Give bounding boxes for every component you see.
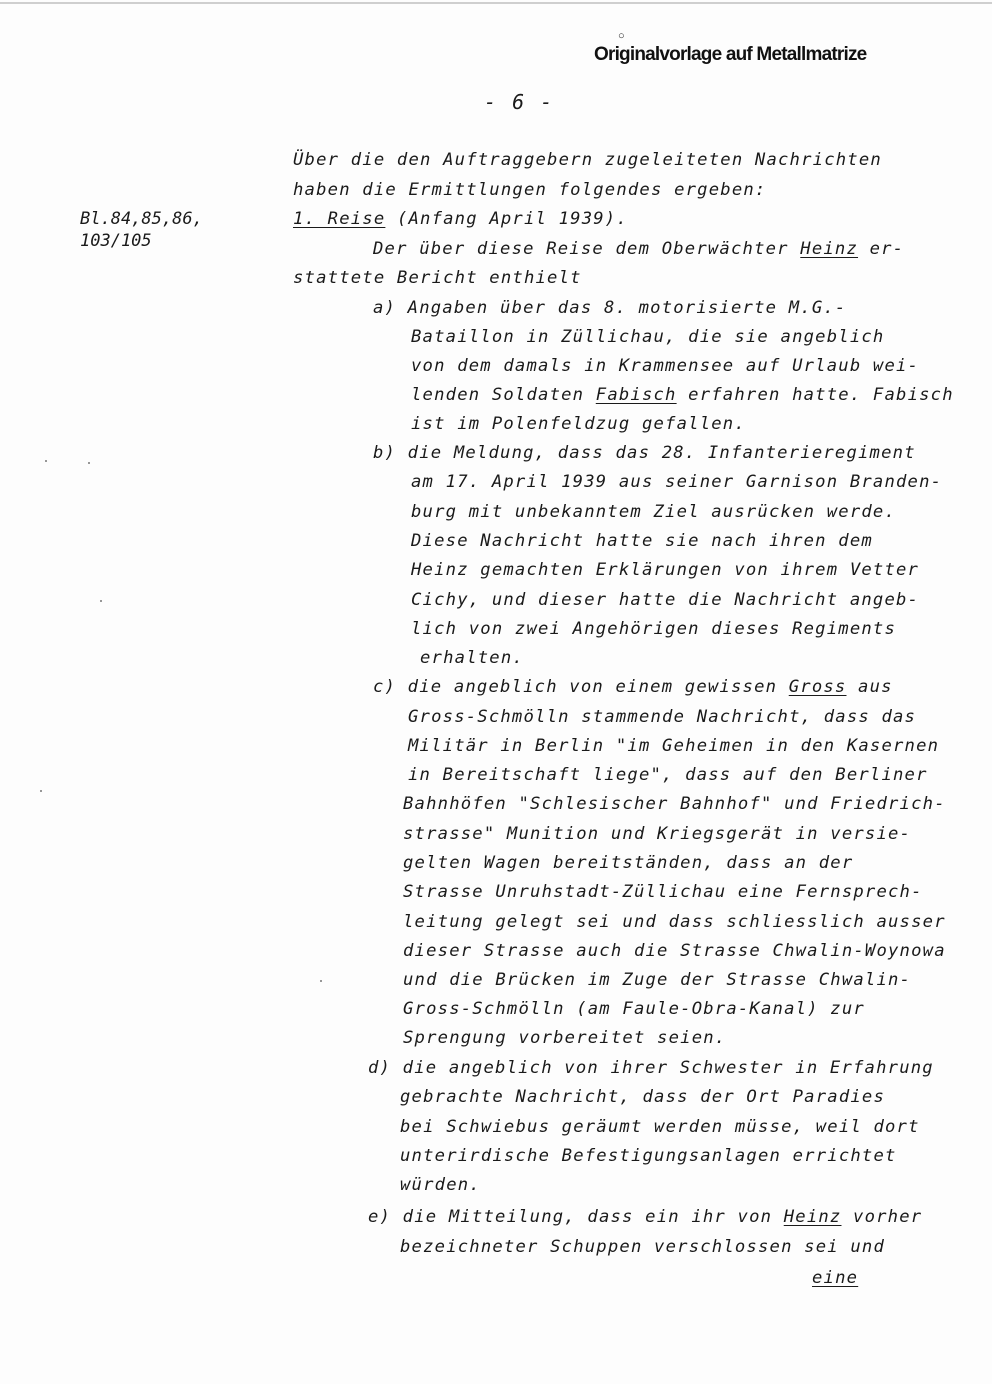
underlined-name: Heinz [800,239,859,259]
item-a-line: von dem damals in Krammensee auf Urlaub wei- [411,356,920,376]
item-c-line [373,677,893,697]
paper-speck [100,600,102,602]
section-heading-date: (Anfang April 1939). [385,209,628,229]
body-text: erfahren hatte. Fabisch [676,385,954,405]
body-text: e) die Mitteilung, dass ein ihr von [368,1207,784,1227]
item-b-line: erhalten. [420,648,524,668]
item-b-line: burg mit unbekanntem Ziel ausrücken werde. [411,502,897,522]
underlined-name: Heinz [783,1207,842,1227]
item-c-line: Strasse Unruhstadt-Züllichau eine Fernsprech- [403,882,923,902]
item-d-line: würden. [400,1175,481,1195]
page-number: - 6 - [484,90,555,114]
paper-speck [40,790,42,792]
section-heading-line [293,209,628,229]
item-b-line: lich von zwei Angehörigen dieses Regiments [411,619,897,639]
item-c-line: strasse" Munition und Kriegsgerät in versie- [403,824,912,844]
body-text: lenden Soldaten [411,385,596,405]
item-b-line: Heinz gemachten Erklärungen von ihrem Vetter [411,560,920,580]
paper-speck [320,980,322,982]
item-d-line: bei Schwiebus geräumt werden müsse, weil dort [400,1117,920,1137]
section-heading: 1. Reise [293,209,386,229]
item-b-line: b) die Meldung, dass das 28. Infanterieregiment [373,443,916,463]
item-c-line: Bahnhöfen "Schlesischer Bahnhof" und Friedrich- [403,794,946,814]
body-text: c) die angeblich von einem gewissen [373,677,789,697]
body-line: stattete Bericht enthielt [293,268,582,288]
item-a-line [411,385,954,405]
margin-reference-note: Bl.84,85,86, 103/105 [80,209,203,251]
item-c-line: Gross-Schmölln (am Faule-Obra-Kanal) zur [403,999,865,1019]
item-b-line: am 17. April 1939 aus seiner Garnison Branden- [411,472,943,492]
item-c-line: Sprengung vorbereitet seien. [403,1028,727,1048]
body-text: Der über diese Reise dem Oberwächter [373,239,801,259]
item-e-line: bezeichneter Schuppen verschlossen sei und [400,1237,886,1257]
original-template-stamp: Originalvorlage auf Metallmatrize [594,44,867,65]
item-c-line: Gross-Schmölln stammende Nachricht, dass das [408,707,917,727]
item-d-line: gebrachte Nachricht, dass der Ort Paradies [400,1087,886,1107]
page-top-edge [0,2,992,4]
body-text: er- [858,239,905,259]
body-text: vorher [841,1207,923,1227]
item-a-line: ist im Polenfeldzug gefallen. [411,414,746,434]
item-c-line: gelten Wagen bereitständen, dass an der [403,853,854,873]
item-e-line [368,1207,922,1227]
paper-speck [88,462,90,464]
underlined-name: Fabisch [595,385,677,405]
item-b-line: Diese Nachricht hatte sie nach ihren dem [411,531,873,551]
item-a-line: a) Angaben über das 8. motorisierte M.G.- [373,298,847,318]
item-d-line: unterirdische Befestigungsanlagen errichtet [400,1146,897,1166]
paper-speck [45,460,47,462]
item-c-line: leitung gelegt sei und dass schliesslich ausser [403,912,946,932]
item-d-line: d) die angeblich von ihrer Schwester in Erfahrung [368,1058,934,1078]
item-b-line: Cichy, und dieser hatte die Nachricht angeb- [411,590,920,610]
body-text: aus [846,677,893,697]
stamp-mark-icon: ○ [618,30,625,42]
item-a-line: Bataillon in Züllichau, die sie angeblich [411,327,885,347]
underlined-name: Gross [788,677,847,697]
item-c-line: und die Brücken im Zuge der Strasse Chwalin- [403,970,912,990]
item-c-line: Militär in Berlin "im Geheimen in den Kasernen [408,736,940,756]
body-line: Über die den Auftraggebern zugeleiteten Nachrichten [293,150,882,170]
body-line: haben die Ermittlungen folgendes ergeben: [293,180,767,200]
catchword: eine [812,1268,859,1288]
item-c-line: dieser Strasse auch die Strasse Chwalin-Woynowa [403,941,946,961]
item-c-line: in Bereitschaft liege", dass auf den Berliner [408,765,928,785]
body-line [373,239,904,259]
